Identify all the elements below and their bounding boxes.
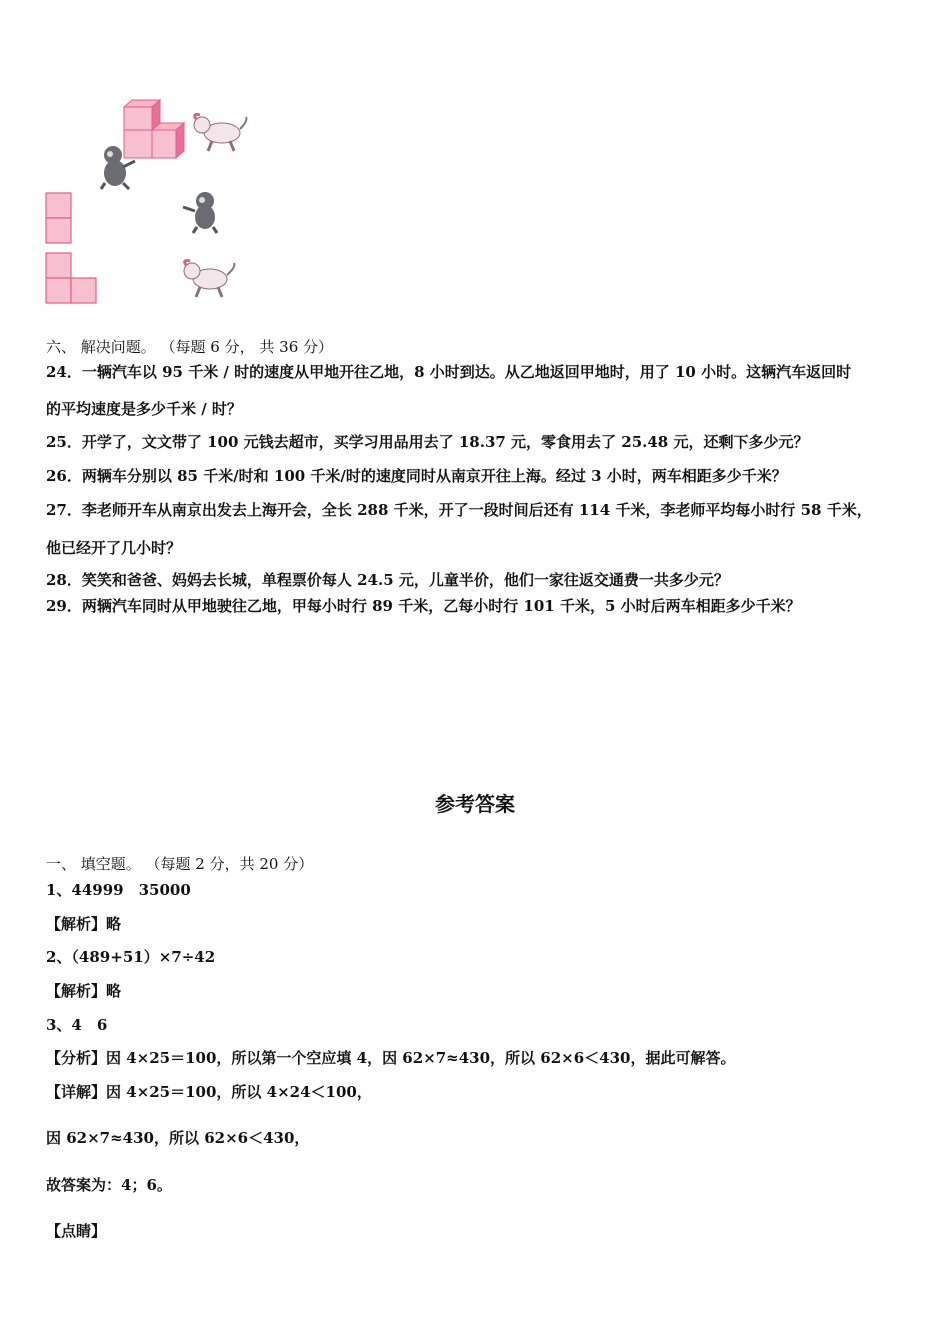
answer-2-note: 【解析】略: [46, 982, 122, 1000]
answer-3-analysis: 【分析】因 4×25＝100，所以第一个空应填 4，因 62×7≈430，所以 62×6＜430，据此可解答。: [46, 1049, 736, 1067]
question-26: 26．两辆车分别以 85 千米/时和 100 千米/时的速度同时从南京开往上海。经过 3 小时，两车相距多少千米？: [46, 467, 787, 485]
question-25: 25．开学了，文文带了 100 元钱去超市，买学习用品用去了 18.37 元，零食用去了 25.48 元，还剩下多少元？: [46, 433, 809, 451]
section6-heading: 六、 解决问题。 （每题 6 分， 共 36 分）: [46, 338, 334, 356]
question-29: 29．两辆汽车同时从甲地驶往乙地，甲每小时行 89 千米，乙每小时行 101 千米，5 小时后两车相距多少千米？: [46, 597, 801, 615]
answer-3-detail: 【详解】因 4×25＝100，所以 4×24＜100，: [46, 1083, 372, 1101]
question-27-line2: 他已经开了几小时？: [46, 539, 182, 557]
dog-icon: [194, 115, 246, 152]
cube-stack-icon: [124, 100, 184, 158]
answer-1-note: 【解析】略: [46, 915, 122, 933]
side-view-icon: [46, 253, 96, 303]
answer-3-conclusion: 故答案为：4；6。: [46, 1176, 172, 1194]
answer-3-detail2: 因 62×7≈430，所以 62×6＜430，: [46, 1129, 310, 1147]
answer-1: 1、44999 35000: [46, 881, 191, 899]
answer-2: 2、（489+51）×7÷42: [46, 948, 216, 966]
front-view-icon: [46, 193, 71, 243]
question-24-line1: 24．一辆汽车以 95 千米 / 时的速度从甲地开往乙地，8 小时到达。从乙地返回甲地时，用了 10 小时。这辆汽车返回时: [46, 363, 852, 381]
answer-3-comment: 【点睛】: [46, 1222, 107, 1240]
question-28: 28．笑笑和爸爸、妈妈去长城，单程票价每人 24.5 元，儿童半价，他们一家往返交通费一共多少元？: [46, 571, 729, 589]
question-24-line2: 的平均速度是多少千米 / 时？: [46, 400, 242, 418]
answers-title: 参考答案: [435, 792, 515, 816]
question-27-line1: 27．李老师开车从南京出发去上海开会，全长 288 千米，开了一段时间后还有 114 千米，李老师平均每小时行 58 千米，: [46, 501, 872, 519]
geometry-figure: [40, 95, 260, 310]
dog-icon: [184, 261, 234, 298]
answer-3: 3、4 6: [46, 1016, 108, 1034]
answers-section1-heading: 一、 填空题。 （每题 2 分，共 20 分）: [46, 855, 314, 873]
monkey-icon: [183, 192, 217, 233]
